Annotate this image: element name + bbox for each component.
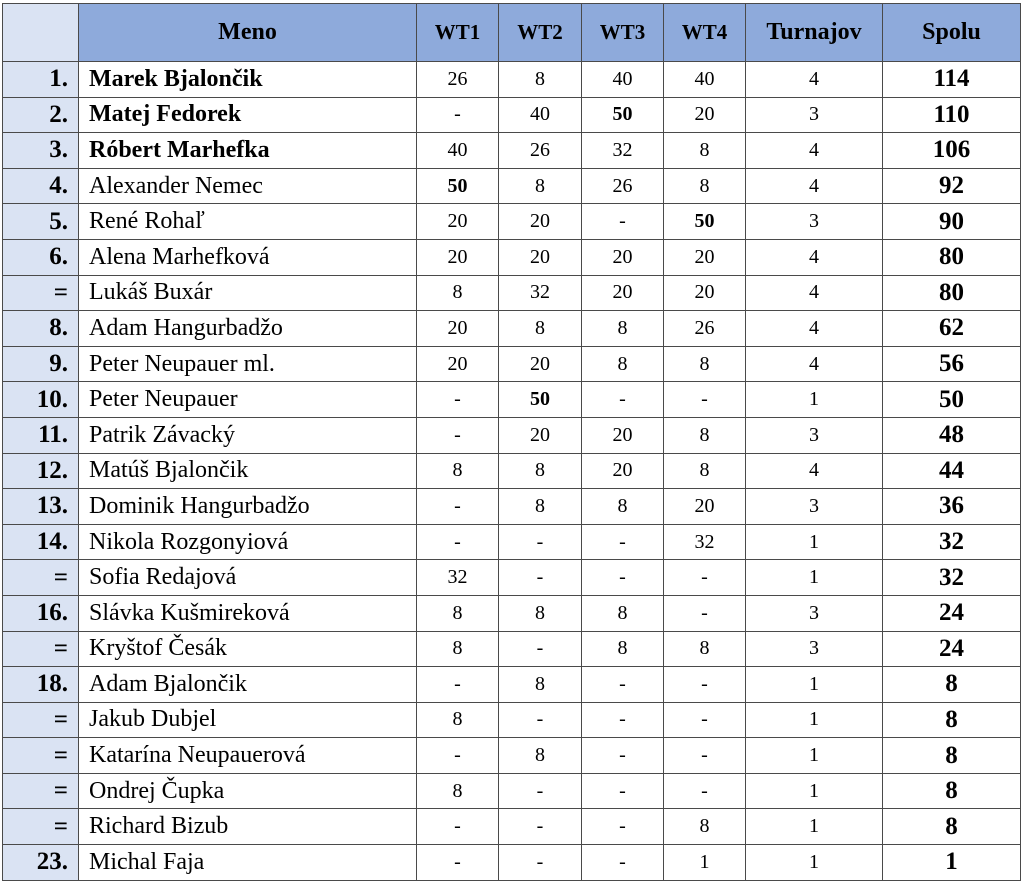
wt1-cell: 20 bbox=[417, 204, 499, 240]
rank-cell: = bbox=[3, 560, 79, 596]
wt3-cell: - bbox=[582, 773, 664, 809]
rank-cell: 4. bbox=[3, 168, 79, 204]
tournaments-cell: 4 bbox=[746, 346, 883, 382]
player-name: Peter Neupauer ml. bbox=[79, 346, 417, 382]
wt3-cell: - bbox=[582, 524, 664, 560]
total-cell: 32 bbox=[883, 524, 1021, 560]
wt4-cell: 20 bbox=[664, 239, 746, 275]
table-row bbox=[3, 738, 1021, 774]
rank-cell: = bbox=[3, 738, 79, 774]
rank-cell: 11. bbox=[3, 417, 79, 453]
wt3-cell: 20 bbox=[582, 275, 664, 311]
wt3-cell: - bbox=[582, 667, 664, 703]
player-name: Richard Bizub bbox=[79, 809, 417, 845]
tournaments-cell: 4 bbox=[746, 133, 883, 169]
table-row bbox=[3, 560, 1021, 596]
tournaments-cell: 3 bbox=[746, 631, 883, 667]
player-name: Adam Bjalončik bbox=[79, 667, 417, 703]
wt4-cell: 20 bbox=[664, 97, 746, 133]
table-row bbox=[3, 524, 1021, 560]
wt2-cell: - bbox=[499, 845, 582, 881]
table-row bbox=[3, 311, 1021, 347]
table-row bbox=[3, 275, 1021, 311]
wt3-cell: 26 bbox=[582, 168, 664, 204]
total-cell: 8 bbox=[883, 738, 1021, 774]
total-cell: 24 bbox=[883, 631, 1021, 667]
wt4-cell: - bbox=[664, 382, 746, 418]
player-name: Adam Hangurbadžo bbox=[79, 311, 417, 347]
table-row bbox=[3, 239, 1021, 275]
tournaments-cell: 4 bbox=[746, 168, 883, 204]
rank-cell: 14. bbox=[3, 524, 79, 560]
tournaments-cell: 1 bbox=[746, 702, 883, 738]
wt4-cell: 8 bbox=[664, 133, 746, 169]
table-row bbox=[3, 773, 1021, 809]
wt2-cell: 8 bbox=[499, 311, 582, 347]
table-row bbox=[3, 845, 1021, 881]
total-cell: 32 bbox=[883, 560, 1021, 596]
table-row bbox=[3, 62, 1021, 98]
wt3-cell: 8 bbox=[582, 631, 664, 667]
tournaments-cell: 1 bbox=[746, 773, 883, 809]
wt3-cell: 40 bbox=[582, 62, 664, 98]
rank-cell: 10. bbox=[3, 382, 79, 418]
wt3-cell: 8 bbox=[582, 311, 664, 347]
wt2-cell: 8 bbox=[499, 595, 582, 631]
total-cell: 44 bbox=[883, 453, 1021, 489]
wt4-cell: 1 bbox=[664, 845, 746, 881]
header-wt2: WT2 bbox=[499, 4, 582, 62]
total-cell: 50 bbox=[883, 382, 1021, 418]
wt4-cell: 32 bbox=[664, 524, 746, 560]
total-cell: 8 bbox=[883, 702, 1021, 738]
total-cell: 8 bbox=[883, 773, 1021, 809]
wt3-cell: - bbox=[582, 845, 664, 881]
player-name: Matej Fedorek bbox=[79, 97, 417, 133]
total-cell: 56 bbox=[883, 346, 1021, 382]
wt1-cell: - bbox=[417, 809, 499, 845]
wt1-cell: 8 bbox=[417, 595, 499, 631]
wt4-cell: 8 bbox=[664, 168, 746, 204]
table-row bbox=[3, 204, 1021, 240]
wt4-cell: 50 bbox=[664, 204, 746, 240]
total-cell: 62 bbox=[883, 311, 1021, 347]
wt4-cell: - bbox=[664, 773, 746, 809]
table-row bbox=[3, 667, 1021, 703]
wt1-cell: 8 bbox=[417, 631, 499, 667]
wt2-cell: - bbox=[499, 773, 582, 809]
wt2-cell: 50 bbox=[499, 382, 582, 418]
total-cell: 24 bbox=[883, 595, 1021, 631]
wt3-cell: 20 bbox=[582, 453, 664, 489]
player-name: Sofia Redajová bbox=[79, 560, 417, 596]
table-row bbox=[3, 631, 1021, 667]
rank-cell: = bbox=[3, 702, 79, 738]
wt4-cell: - bbox=[664, 738, 746, 774]
player-name: Slávka Kušmireková bbox=[79, 595, 417, 631]
wt3-cell: 20 bbox=[582, 417, 664, 453]
player-name: Alena Marhefková bbox=[79, 239, 417, 275]
table-row bbox=[3, 133, 1021, 169]
wt2-cell: - bbox=[499, 524, 582, 560]
wt4-cell: 8 bbox=[664, 346, 746, 382]
player-name: Dominik Hangurbadžo bbox=[79, 489, 417, 525]
table-row bbox=[3, 702, 1021, 738]
wt2-cell: 32 bbox=[499, 275, 582, 311]
wt1-cell: 50 bbox=[417, 168, 499, 204]
standings-table bbox=[2, 3, 1021, 881]
header-wt3: WT3 bbox=[582, 4, 664, 62]
wt4-cell: - bbox=[664, 702, 746, 738]
tournaments-cell: 4 bbox=[746, 239, 883, 275]
wt1-cell: - bbox=[417, 489, 499, 525]
wt3-cell: 8 bbox=[582, 346, 664, 382]
wt1-cell: 8 bbox=[417, 275, 499, 311]
player-name: Peter Neupauer bbox=[79, 382, 417, 418]
table-row bbox=[3, 168, 1021, 204]
player-name: Lukáš Buxár bbox=[79, 275, 417, 311]
tournaments-cell: 4 bbox=[746, 62, 883, 98]
table-row bbox=[3, 346, 1021, 382]
wt2-cell: 20 bbox=[499, 239, 582, 275]
total-cell: 114 bbox=[883, 62, 1021, 98]
table-row bbox=[3, 453, 1021, 489]
player-name: Jakub Dubjel bbox=[79, 702, 417, 738]
header-total: Spolu bbox=[883, 4, 1021, 62]
tournaments-cell: 1 bbox=[746, 845, 883, 881]
wt1-cell: - bbox=[417, 845, 499, 881]
wt3-cell: - bbox=[582, 738, 664, 774]
wt1-cell: 20 bbox=[417, 311, 499, 347]
wt2-cell: 20 bbox=[499, 346, 582, 382]
total-cell: 80 bbox=[883, 239, 1021, 275]
tournaments-cell: 1 bbox=[746, 524, 883, 560]
table-row bbox=[3, 382, 1021, 418]
wt1-cell: 26 bbox=[417, 62, 499, 98]
wt1-cell: - bbox=[417, 417, 499, 453]
header-tournaments: Turnajov bbox=[746, 4, 883, 62]
rank-cell: 6. bbox=[3, 239, 79, 275]
wt1-cell: - bbox=[417, 524, 499, 560]
rank-cell: 12. bbox=[3, 453, 79, 489]
table-row bbox=[3, 595, 1021, 631]
wt2-cell: 8 bbox=[499, 489, 582, 525]
tournaments-cell: 1 bbox=[746, 809, 883, 845]
tournaments-cell: 1 bbox=[746, 560, 883, 596]
wt4-cell: 8 bbox=[664, 809, 746, 845]
wt2-cell: - bbox=[499, 809, 582, 845]
rank-cell: 16. bbox=[3, 595, 79, 631]
total-cell: 110 bbox=[883, 97, 1021, 133]
rank-cell: 3. bbox=[3, 133, 79, 169]
total-cell: 90 bbox=[883, 204, 1021, 240]
player-name: Matúš Bjalončik bbox=[79, 453, 417, 489]
wt2-cell: - bbox=[499, 631, 582, 667]
tournaments-cell: 1 bbox=[746, 738, 883, 774]
rank-cell: 23. bbox=[3, 845, 79, 881]
wt4-cell: 8 bbox=[664, 417, 746, 453]
wt3-cell: - bbox=[582, 382, 664, 418]
wt1-cell: 8 bbox=[417, 453, 499, 489]
tournaments-cell: 3 bbox=[746, 595, 883, 631]
total-cell: 106 bbox=[883, 133, 1021, 169]
wt2-cell: - bbox=[499, 560, 582, 596]
rank-cell: 1. bbox=[3, 62, 79, 98]
wt2-cell: 8 bbox=[499, 667, 582, 703]
wt1-cell: 20 bbox=[417, 346, 499, 382]
wt2-cell: - bbox=[499, 702, 582, 738]
header-wt4: WT4 bbox=[664, 4, 746, 62]
player-name: Marek Bjalončik bbox=[79, 62, 417, 98]
wt2-cell: 8 bbox=[499, 62, 582, 98]
total-cell: 8 bbox=[883, 809, 1021, 845]
tournaments-cell: 1 bbox=[746, 667, 883, 703]
rank-cell: 13. bbox=[3, 489, 79, 525]
tournaments-cell: 4 bbox=[746, 275, 883, 311]
rank-cell: 9. bbox=[3, 346, 79, 382]
wt3-cell: - bbox=[582, 204, 664, 240]
wt4-cell: 20 bbox=[664, 489, 746, 525]
wt1-cell: - bbox=[417, 382, 499, 418]
rank-cell: 18. bbox=[3, 667, 79, 703]
rank-cell: = bbox=[3, 773, 79, 809]
header-name: Meno bbox=[79, 4, 417, 62]
rank-cell: = bbox=[3, 809, 79, 845]
wt3-cell: - bbox=[582, 560, 664, 596]
total-cell: 92 bbox=[883, 168, 1021, 204]
table-row bbox=[3, 489, 1021, 525]
table-row bbox=[3, 809, 1021, 845]
wt2-cell: 20 bbox=[499, 204, 582, 240]
wt1-cell: - bbox=[417, 97, 499, 133]
tournaments-cell: 3 bbox=[746, 204, 883, 240]
rank-cell: 8. bbox=[3, 311, 79, 347]
tournaments-cell: 3 bbox=[746, 417, 883, 453]
wt1-cell: - bbox=[417, 667, 499, 703]
wt3-cell: - bbox=[582, 702, 664, 738]
wt3-cell: 50 bbox=[582, 97, 664, 133]
player-name: Michal Faja bbox=[79, 845, 417, 881]
total-cell: 1 bbox=[883, 845, 1021, 881]
wt4-cell: 8 bbox=[664, 453, 746, 489]
tournaments-cell: 4 bbox=[746, 453, 883, 489]
total-cell: 8 bbox=[883, 667, 1021, 703]
wt1-cell: 8 bbox=[417, 773, 499, 809]
player-name: Patrik Závacký bbox=[79, 417, 417, 453]
total-cell: 48 bbox=[883, 417, 1021, 453]
tournaments-cell: 4 bbox=[746, 311, 883, 347]
header-rank bbox=[3, 4, 79, 62]
wt4-cell: 40 bbox=[664, 62, 746, 98]
wt3-cell: 8 bbox=[582, 595, 664, 631]
player-name: Alexander Nemec bbox=[79, 168, 417, 204]
wt3-cell: 32 bbox=[582, 133, 664, 169]
header-wt1: WT1 bbox=[417, 4, 499, 62]
rank-cell: 5. bbox=[3, 204, 79, 240]
wt3-cell: 8 bbox=[582, 489, 664, 525]
tournaments-cell: 3 bbox=[746, 489, 883, 525]
rank-cell: = bbox=[3, 631, 79, 667]
player-name: René Rohaľ bbox=[79, 204, 417, 240]
wt4-cell: - bbox=[664, 595, 746, 631]
player-name: Ondrej Čupka bbox=[79, 773, 417, 809]
rank-cell: = bbox=[3, 275, 79, 311]
player-name: Kryštof Česák bbox=[79, 631, 417, 667]
tournaments-cell: 3 bbox=[746, 97, 883, 133]
table-row bbox=[3, 97, 1021, 133]
wt3-cell: - bbox=[582, 809, 664, 845]
tournaments-cell: 1 bbox=[746, 382, 883, 418]
wt2-cell: 8 bbox=[499, 168, 582, 204]
wt2-cell: 20 bbox=[499, 417, 582, 453]
wt2-cell: 40 bbox=[499, 97, 582, 133]
wt4-cell: - bbox=[664, 560, 746, 596]
wt4-cell: - bbox=[664, 667, 746, 703]
player-name: Katarína Neupauerová bbox=[79, 738, 417, 774]
player-name: Róbert Marhefka bbox=[79, 133, 417, 169]
wt1-cell: 20 bbox=[417, 239, 499, 275]
total-cell: 36 bbox=[883, 489, 1021, 525]
rank-cell: 2. bbox=[3, 97, 79, 133]
wt2-cell: 8 bbox=[499, 453, 582, 489]
total-cell: 80 bbox=[883, 275, 1021, 311]
wt1-cell: 32 bbox=[417, 560, 499, 596]
wt2-cell: 26 bbox=[499, 133, 582, 169]
wt1-cell: - bbox=[417, 738, 499, 774]
wt4-cell: 26 bbox=[664, 311, 746, 347]
table-row bbox=[3, 417, 1021, 453]
wt4-cell: 20 bbox=[664, 275, 746, 311]
wt2-cell: 8 bbox=[499, 738, 582, 774]
wt3-cell: 20 bbox=[582, 239, 664, 275]
header-row bbox=[3, 4, 1021, 62]
wt1-cell: 8 bbox=[417, 702, 499, 738]
wt4-cell: 8 bbox=[664, 631, 746, 667]
wt1-cell: 40 bbox=[417, 133, 499, 169]
player-name: Nikola Rozgonyiová bbox=[79, 524, 417, 560]
